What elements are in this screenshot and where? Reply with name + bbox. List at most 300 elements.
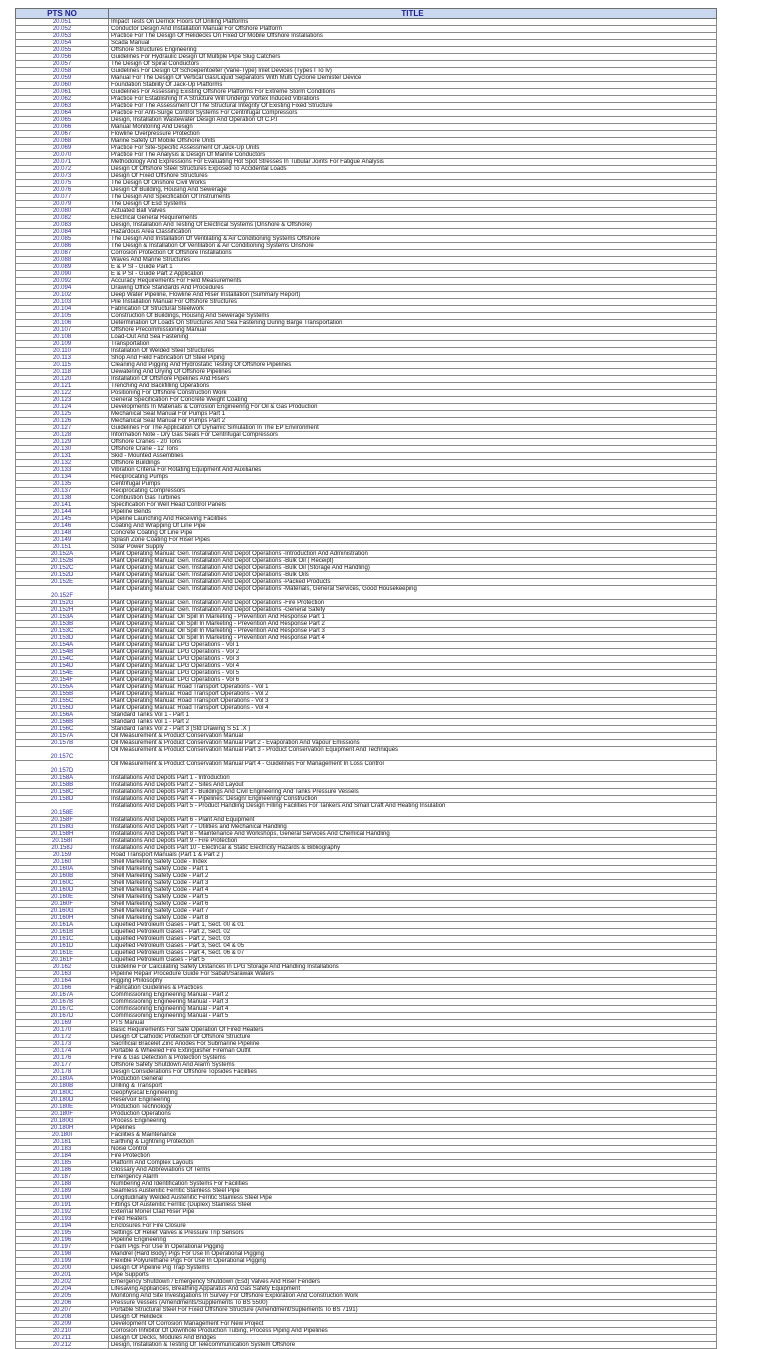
- pts-number-cell: 20.188: [16, 1181, 109, 1188]
- table-row: [16, 516, 717, 523]
- pts-number-cell: 20.129: [16, 439, 109, 446]
- table-row: [16, 1188, 717, 1195]
- title-cell: Design, Installation And Testing Of Electrical Systems (Onshore & Offshore): [109, 222, 717, 229]
- table-row: [16, 1034, 717, 1041]
- table-row: [16, 1132, 717, 1139]
- title-cell: Installations And Depots Part 8 - Maintenance And Workshops, General Services And Chemical Handling: [109, 831, 717, 838]
- table-row: [16, 1237, 717, 1244]
- table-row: [16, 565, 717, 572]
- table-row: [16, 1286, 717, 1293]
- table-row: [16, 131, 717, 138]
- table-row: [16, 257, 717, 264]
- title-cell: Facilities & Maintenance: [109, 1132, 717, 1139]
- title-cell: Pile Installation Manual For Offshore Structures: [109, 299, 717, 306]
- pts-number-cell: 20.063: [16, 103, 109, 110]
- title-cell: Pipe Supports: [109, 1272, 717, 1279]
- table-row: [16, 418, 717, 425]
- pts-number-cell: 20.180I: [16, 1132, 109, 1139]
- title-cell: Development Of Corrosion Management For New Project: [109, 1321, 717, 1328]
- title-cell: Standard Tanks Vol 1 - Part 1: [109, 712, 717, 719]
- table-row: [16, 236, 717, 243]
- pts-number-cell: 20.201: [16, 1272, 109, 1279]
- pts-number-cell: 20.059: [16, 75, 109, 82]
- pts-number-cell: 20.120: [16, 376, 109, 383]
- title-cell: Shell Marketing Safety Code - Part 6: [109, 901, 717, 908]
- table-row: [16, 488, 717, 495]
- title-cell: Commissioning Engineering Manual - Part 5: [109, 1013, 717, 1020]
- pts-number-cell: 20.152D: [16, 572, 109, 579]
- table-row: [16, 894, 717, 901]
- title-cell: Plant Operating Manual: LPG Operations - Vol 6: [109, 677, 717, 684]
- table-row: [16, 299, 717, 306]
- pts-number-cell: 20.110: [16, 348, 109, 355]
- pts-number-cell: 20.084: [16, 229, 109, 236]
- table-row: [16, 712, 717, 719]
- table-row: [16, 684, 717, 691]
- title-cell: Shell Marketing Safety Code - Part 5: [109, 894, 717, 901]
- pts-number-cell: 20.083: [16, 222, 109, 229]
- title-cell: Skid - Mounted Assemblies: [109, 453, 717, 460]
- pts-number-cell: 20.160C: [16, 880, 109, 887]
- pts-number-cell: 20.158J: [16, 845, 109, 852]
- title-cell: Installations And Depots Part 3 - Buildings And Civil Engineering And Tanks Pressure Vessels: [109, 789, 717, 796]
- title-cell: Plant Operating Manual: Road Transport Operations - Vol 1: [109, 684, 717, 691]
- table-row: [16, 33, 717, 40]
- table-row: [16, 110, 717, 117]
- title-cell: Installations And Depots Part 1 - Introduction: [109, 775, 717, 782]
- title-cell: Practice For The Assessment Of The Structural Integrity Of Existing Fixed Structure: [109, 103, 717, 110]
- table-row: [16, 866, 717, 873]
- title-cell: Liquefied Petroleum Gases - Part 3, Sect. 04 & 05: [109, 943, 717, 950]
- pts-number-cell: 20.089: [16, 264, 109, 271]
- pts-number-cell: 20.130: [16, 446, 109, 453]
- pts-number-cell: 20.180D: [16, 1097, 109, 1104]
- title-cell: Corrosion Protection Of Offshore Installations: [109, 250, 717, 257]
- pts-number-cell: 20.087: [16, 250, 109, 257]
- table-row: [16, 1202, 717, 1209]
- title-cell: Emergency Alarm: [109, 1174, 717, 1181]
- pts-number-cell: 20.122: [16, 390, 109, 397]
- table-body: [16, 19, 717, 1349]
- title-cell: Practice For Anti-Surge Control Systems For Centrifugal Compressors: [109, 110, 717, 117]
- table-row: [16, 775, 717, 782]
- pts-number-cell: 20.180E: [16, 1104, 109, 1111]
- title-cell: Combustion Gas Turbines: [109, 495, 717, 502]
- table-row: [16, 250, 717, 257]
- pts-number-cell: 20.180H: [16, 1125, 109, 1132]
- title-cell: Pipeline Launching And Receiving Facilities: [109, 516, 717, 523]
- title-cell: Commissioning Engineering Manual - Part 4: [109, 1006, 717, 1013]
- title-cell: Developments In Materials & Corrosion Engineering For Oil & Gas Production: [109, 404, 717, 411]
- table-row: [16, 677, 717, 684]
- title-cell: Plant Operating Manual: LPG Operations - Vol 3: [109, 656, 717, 663]
- pts-number-cell: 20.167C: [16, 1006, 109, 1013]
- table-row: [16, 215, 717, 222]
- pts-number-cell: 20.152C: [16, 565, 109, 572]
- table-row: [16, 166, 717, 173]
- table-row: [16, 306, 717, 313]
- pts-number-cell: 20.152H: [16, 607, 109, 614]
- title-cell: Standard Tanks Vol 2 - Part 3 (Std Drawing S 51 .X ): [109, 726, 717, 733]
- table-row: [16, 859, 717, 866]
- pts-number-cell: 20.211: [16, 1335, 109, 1342]
- title-cell: Plant Operating Manual: LPG Operations - Vol 4: [109, 663, 717, 670]
- title-cell: External Monel Clad Riser Pipe: [109, 1209, 717, 1216]
- table-row: [16, 1216, 717, 1223]
- table-row: [16, 642, 717, 649]
- table-row: [16, 1307, 717, 1314]
- pts-number-cell: 20.061: [16, 89, 109, 96]
- title-cell: Practice For Establishing If A Structure Will Undergo Vortex Induced Vibrations: [109, 96, 717, 103]
- title-cell: Dewatering And Drying Of Offshore Pipelines: [109, 369, 717, 376]
- pts-number-cell: 20.174: [16, 1048, 109, 1055]
- title-cell: Production General: [109, 1076, 717, 1083]
- table-row: [16, 404, 717, 411]
- pts-number-cell: 20.157D: [16, 761, 109, 775]
- title-cell: Installations And Depots Part 2 - Sites And Layout: [109, 782, 717, 789]
- pts-number-cell: 20.173: [16, 1041, 109, 1048]
- table-row: [16, 40, 717, 47]
- title-cell: Foundation Stability Of Jack-Up Platforms: [109, 82, 717, 89]
- table-row: [16, 656, 717, 663]
- table-row: [16, 761, 717, 775]
- title-cell: Shell Marketing Safety Code - Part 1: [109, 866, 717, 873]
- pts-number-cell: 20.158I: [16, 838, 109, 845]
- pts-number-cell: 20.154F: [16, 677, 109, 684]
- title-cell: Liquefied Petroleum Gases - Part 4, Sect. 06 & 07: [109, 950, 717, 957]
- pts-number-cell: 20.071: [16, 159, 109, 166]
- table-row: [16, 439, 717, 446]
- table-row: [16, 61, 717, 68]
- title-cell: Plant Operating Manual: Road Transport Operations - Vol 3: [109, 698, 717, 705]
- pts-number-cell: 20.151: [16, 544, 109, 551]
- pts-number-cell: 20.158F: [16, 817, 109, 824]
- pts-number-cell: 20.197: [16, 1244, 109, 1251]
- pts-number-cell: 20.161D: [16, 943, 109, 950]
- title-cell: Road Transport Manuals (Part 1 & Part 2 ): [109, 852, 717, 859]
- pts-number-cell: 20.202: [16, 1279, 109, 1286]
- title-cell: Design Considerations For Offshore Topsides Facilities: [109, 1069, 717, 1076]
- title-cell: Offshore Cranes - 20 Tons: [109, 439, 717, 446]
- pts-number-cell: 20.134: [16, 474, 109, 481]
- table-row: [16, 957, 717, 964]
- pts-number-cell: 20.180G: [16, 1118, 109, 1125]
- pts-number-cell: 20.159: [16, 852, 109, 859]
- table-row: [16, 1230, 717, 1237]
- pts-number-cell: 20.178: [16, 1069, 109, 1076]
- title-cell: Mandrel (Hard Body) Pigs For Use In Operational Pigging: [109, 1251, 717, 1258]
- pts-number-cell: 20.154B: [16, 649, 109, 656]
- pts-number-cell: 20.187: [16, 1174, 109, 1181]
- table-row: [16, 467, 717, 474]
- title-cell: Manual Monitoring And Design: [109, 124, 717, 131]
- title-cell: Installations And Depots Part 5 - Product Handling Design Filling Facilities For Tankers And Small Craft And Heating Insulation: [109, 803, 717, 817]
- title-cell: Plant Operating Manual: Gen. Installation And Depot Operations -Fire Protection: [109, 600, 717, 607]
- table-row: [16, 1209, 717, 1216]
- table-row: [16, 446, 717, 453]
- table-row: [16, 628, 717, 635]
- title-cell: Shell Marketing Safety Code - Part 2: [109, 873, 717, 880]
- table-row: [16, 432, 717, 439]
- table-row: [16, 1020, 717, 1027]
- table-row: [16, 411, 717, 418]
- table-row: [16, 936, 717, 943]
- pts-number-cell: 20.146: [16, 523, 109, 530]
- table-row: [16, 586, 717, 600]
- table-row: [16, 271, 717, 278]
- title-cell: Plant Operating Manual: Oil Spill In Marketing - Prevention And Response Part 4: [109, 635, 717, 642]
- title-cell: Offshore Safety Shutdown And Alarm Systems: [109, 1062, 717, 1069]
- pts-number-cell: 20.184: [16, 1153, 109, 1160]
- pts-number-cell: 20.058: [16, 68, 109, 75]
- pts-number-cell: 20.154A: [16, 642, 109, 649]
- pts-number-cell: 20.154C: [16, 656, 109, 663]
- table-row: [16, 96, 717, 103]
- title-cell: Mechanical Seal Manual For Pumps Part 1: [109, 411, 717, 418]
- pts-number-cell: 20.194: [16, 1223, 109, 1230]
- table-row: [16, 355, 717, 362]
- table-row: [16, 929, 717, 936]
- title-cell: Methodology And Expressions For Evaluating Hot Spot Stresses In Tubular Joints For Fatigue Analysis: [109, 159, 717, 166]
- table-row: [16, 376, 717, 383]
- pts-number-cell: 20.051: [16, 19, 109, 26]
- table-row: [16, 425, 717, 432]
- pts-number-cell: 20.077: [16, 194, 109, 201]
- title-cell: Seamless Austenitic Ferritic Stainless Steel Pipe: [109, 1188, 717, 1195]
- title-cell: Commissioning Engineering Manual - Part 2: [109, 992, 717, 999]
- table-row: [16, 1181, 717, 1188]
- pts-no-header: PTS NO: [16, 9, 109, 19]
- title-cell: Basic Requirements For Safe Operation Of Fired Heaters: [109, 1027, 717, 1034]
- title-cell: Impact Tests On Derrick Floors Of Drilling Platforms: [109, 19, 717, 26]
- table-row: [16, 1160, 717, 1167]
- table-row: [16, 1104, 717, 1111]
- pts-number-cell: 20.133: [16, 467, 109, 474]
- title-cell: Pipeline Repair Procedure Guide For Sabah/Sarawak Waters: [109, 971, 717, 978]
- table-row: [16, 747, 717, 761]
- title-cell: Guideline For Calculating Safety Distances In LPG Storage And Handling Installations: [109, 964, 717, 971]
- title-cell: Glossary And Abbreviations Of Terms: [109, 1167, 717, 1174]
- pts-number-cell: 20.160B: [16, 873, 109, 880]
- title-cell: The Design Of Onshore Civil Works: [109, 180, 717, 187]
- pts-number-cell: 20.161F: [16, 957, 109, 964]
- table-row: [16, 327, 717, 334]
- table-row: [16, 1265, 717, 1272]
- table-row: [16, 698, 717, 705]
- table-row: [16, 901, 717, 908]
- title-cell: Scada Manual: [109, 40, 717, 47]
- pts-number-cell: 20.092: [16, 278, 109, 285]
- pts-number-cell: 20.196: [16, 1237, 109, 1244]
- title-cell: Guidelines For Assessing Existing Offshore Platforms For Extreme Storm Conditions: [109, 89, 717, 96]
- title-cell: Plant Operating Manual: Gen. Installation And Depot Operations -Packed Products: [109, 579, 717, 586]
- title-cell: Practice For The Design Of Helidecks On Fixed Or Mobile Offshore Installations: [109, 33, 717, 40]
- pts-number-cell: 20.180A: [16, 1076, 109, 1083]
- title-cell: Cleaning And Pigging And Hydrostatic Testing Of Offshore Pipelines: [109, 362, 717, 369]
- title-cell: Fire Protection: [109, 1153, 717, 1160]
- title-cell: Load-Out And Sea Fastening: [109, 334, 717, 341]
- pts-number-cell: 20.152A: [16, 551, 109, 558]
- pts-number-cell: 20.086: [16, 243, 109, 250]
- pts-number-cell: 20.064: [16, 110, 109, 117]
- pts-number-cell: 20.206: [16, 1300, 109, 1307]
- table-row: [16, 1111, 717, 1118]
- pts-number-cell: 20.169: [16, 1020, 109, 1027]
- pts-number-cell: 20.126: [16, 418, 109, 425]
- table-row: [16, 740, 717, 747]
- table-row: [16, 691, 717, 698]
- pts-number-cell: 20.057: [16, 61, 109, 68]
- table-row: [16, 285, 717, 292]
- table-row: [16, 145, 717, 152]
- title-cell: Offshore Buildings: [109, 460, 717, 467]
- pts-number-cell: 20.186: [16, 1167, 109, 1174]
- pts-number-cell: 20.065: [16, 117, 109, 124]
- table-row: [16, 873, 717, 880]
- pts-number-cell: 20.160: [16, 859, 109, 866]
- title-cell: Design Of Cathodic Protection Of Offshore Structure: [109, 1034, 717, 1041]
- pts-number-cell: 20.152G: [16, 600, 109, 607]
- table-row: [16, 985, 717, 992]
- pts-number-cell: 20.170: [16, 1027, 109, 1034]
- pts-number-cell: 20.158G: [16, 824, 109, 831]
- title-cell: Information Note - Dry Gas Seals For Centrifugal Compressors: [109, 432, 717, 439]
- title-cell: Foam Pigs For Use In Operational Pigging: [109, 1244, 717, 1251]
- pts-number-cell: 20.164: [16, 978, 109, 985]
- title-cell: Waves And Marine Structures: [109, 257, 717, 264]
- title-cell: Lifesaving Appliances, Breathing Apparatus And Gas Safety Equipment: [109, 1286, 717, 1293]
- title-cell: Pipeline Bends: [109, 509, 717, 516]
- title-cell: Flexible Polyurethane Pigs For Use In Operational Pigging: [109, 1258, 717, 1265]
- pts-number-cell: 20.180C: [16, 1090, 109, 1097]
- title-cell: Design Of Building, Housing And Sewerage: [109, 187, 717, 194]
- pts-number-cell: 20.128: [16, 432, 109, 439]
- pts-number-cell: 20.060: [16, 82, 109, 89]
- table-row: [16, 558, 717, 565]
- table-row: [16, 124, 717, 131]
- pts-number-cell: 20.141: [16, 502, 109, 509]
- table-row: [16, 208, 717, 215]
- title-cell: Longitudinally Welded Austenitic Ferritic Stainless Steel Pipe: [109, 1195, 717, 1202]
- pts-number-cell: 20.055: [16, 47, 109, 54]
- title-cell: Plant Operating Manual: Gen. Installation And Depot Operations -General Safety: [109, 607, 717, 614]
- title-cell: Design Of Decks, Modules And Bridges: [109, 1335, 717, 1342]
- table-row: [16, 1027, 717, 1034]
- table-row: [16, 47, 717, 54]
- table-row: [16, 369, 717, 376]
- pts-number-cell: 20.072: [16, 166, 109, 173]
- pts-number-cell: 20.193: [16, 1216, 109, 1223]
- title-cell: Construction Of Buildings, Housing And Sewerage Systems: [109, 313, 717, 320]
- pts-number-cell: 20.161B: [16, 929, 109, 936]
- title-cell: Electrical General Requirements: [109, 215, 717, 222]
- pts-number-cell: 20.152E: [16, 579, 109, 586]
- title-cell: The Design Of Esd Systems: [109, 201, 717, 208]
- pts-number-cell: 20.115: [16, 362, 109, 369]
- pts-number-cell: 20.088: [16, 257, 109, 264]
- title-cell: Offshore Structures Engineering: [109, 47, 717, 54]
- title-cell: Plant Operating Manual: Oil Spill In Marketing - Prevention And Response Part 2: [109, 621, 717, 628]
- pts-number-cell: 20.054: [16, 40, 109, 47]
- pts-number-cell: 20.154D: [16, 663, 109, 670]
- pts-number-cell: 20.167A: [16, 992, 109, 999]
- title-cell: PTS Manual: [109, 1020, 717, 1027]
- table-row: [16, 103, 717, 110]
- title-cell: Design, Installation & Testing Of Telecommunication System Offshore: [109, 1342, 717, 1349]
- table-row: [16, 68, 717, 75]
- table-row: [16, 551, 717, 558]
- table-row: [16, 1048, 717, 1055]
- table-row: [16, 1118, 717, 1125]
- pts-number-cell: 20.104: [16, 306, 109, 313]
- pts-number-cell: 20.062: [16, 96, 109, 103]
- table-row: [16, 453, 717, 460]
- title-cell: Drawing Office Standards And Procedures: [109, 285, 717, 292]
- pts-number-cell: 20.154E: [16, 670, 109, 677]
- table-row: [16, 75, 717, 82]
- title-cell: Vibration Criteria For Rotating Equipment And Auxiliaries: [109, 467, 717, 474]
- title-cell: Installations And Depots Part 6 - Plant And Equipment: [109, 817, 717, 824]
- table-row: [16, 803, 717, 817]
- title-cell: The Design & Installation Of Ventilation & Air Conditioning Systems Onshore: [109, 243, 717, 250]
- table-row: [16, 817, 717, 824]
- table-row: [16, 635, 717, 642]
- title-header: TITLE: [109, 9, 717, 19]
- title-cell: Centrifugal Pumps: [109, 481, 717, 488]
- pts-number-cell: 20.090: [16, 271, 109, 278]
- pts-number-cell: 20.145: [16, 516, 109, 523]
- table-row: [16, 502, 717, 509]
- pts-number-cell: 20.195: [16, 1230, 109, 1237]
- title-cell: Plant Operating Manual: LPG Operations - Vol 5: [109, 670, 717, 677]
- table-row: [16, 138, 717, 145]
- pts-number-cell: 20.149: [16, 537, 109, 544]
- table-row: [16, 600, 717, 607]
- pts-number-cell: 20.155D: [16, 705, 109, 712]
- pts-number-cell: 20.162: [16, 964, 109, 971]
- pts-number-cell: 20.068: [16, 138, 109, 145]
- pts-number-cell: 20.082: [16, 215, 109, 222]
- title-cell: Production Technology: [109, 1104, 717, 1111]
- title-cell: Practice For Site-Specific Assessment Of Jack-Up Units: [109, 145, 717, 152]
- table-row: [16, 943, 717, 950]
- title-cell: Liquefied Petroleum Gases - Part 2, Sect. 02: [109, 929, 717, 936]
- pts-number-cell: 20.105: [16, 313, 109, 320]
- title-cell: Fire & Gas Detection & Protection Systems: [109, 1055, 717, 1062]
- table-row: [16, 1069, 717, 1076]
- title-cell: Plant Operating Manual: Gen. Installation And Depot Operations -Introduction And Administration: [109, 551, 717, 558]
- table-row: [16, 1300, 717, 1307]
- pts-number-cell: 20.156C: [16, 726, 109, 733]
- pts-number-cell: 20.075: [16, 180, 109, 187]
- title-cell: Shell Marketing Safety Code - Part 4: [109, 887, 717, 894]
- table-row: [16, 922, 717, 929]
- pts-number-cell: 20.160A: [16, 866, 109, 873]
- table-row: [16, 544, 717, 551]
- table-row: [16, 1195, 717, 1202]
- pts-number-cell: 20.155B: [16, 691, 109, 698]
- pts-number-cell: 20.157C: [16, 747, 109, 761]
- pts-number-cell: 20.210: [16, 1328, 109, 1335]
- table-row: [16, 670, 717, 677]
- table-row: [16, 733, 717, 740]
- table-row: [16, 978, 717, 985]
- title-cell: Transportation: [109, 341, 717, 348]
- pts-number-cell: 20.079: [16, 201, 109, 208]
- pts-number-cell: 20.200: [16, 1265, 109, 1272]
- table-row: [16, 789, 717, 796]
- table-row: [16, 1076, 717, 1083]
